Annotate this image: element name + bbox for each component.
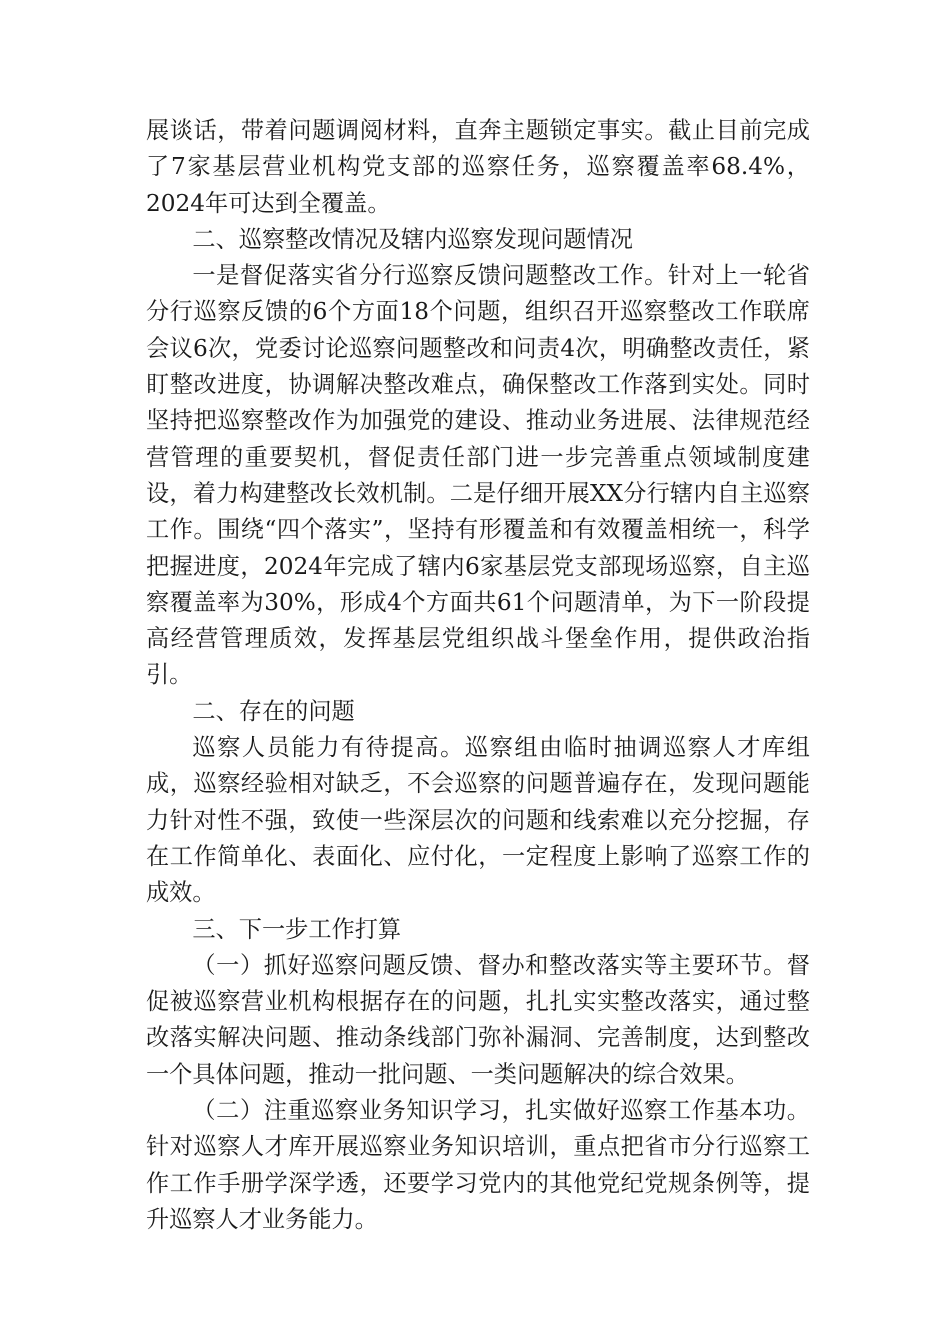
section-heading-rectification: 二、巡察整改情况及辖内巡察发现问题情况 <box>192 225 633 253</box>
section-heading-problems: 二、存在的问题 <box>192 697 355 725</box>
paragraph-rectification: 一是督促落实省分行巡察反馈问题整改工作。针对上一轮省分行巡察反馈的6个方面18个问题，组织召开巡察整改工作联席会议6次，党委讨论巡察问题整改和问责4次，明确整改责任，紧盯整改进度，协调解决整改难点，确保整改工作落到实处。同时坚持把巡察整改作为加强党的建设、推动业务进展、法律规范经营管理的重要契机，督促责任部门进一步完善重点领域制度建设，着力构建整改长效机制。二是仔细开展XX分行辖内自主巡察工作。围绕“四个落实”，坚持有形覆盖和有效覆盖相统一，科学把握进度，2024年完成了辖内6家基层党支部现场巡察，自主巡察覆盖率为30%，形成4个方面共61个问题清单，为下一阶段提高经营管理质效，发挥基层党组织战斗堡垒作用，提供政治指引。 <box>146 262 810 689</box>
document-page <box>146 113 810 1238</box>
paragraph-problems: 巡察人员能力有待提高。巡察组由临时抽调巡察人才库组成，巡察经验相对缺乏，不会巡察的问题普遍存在，发现问题能力针对性不强，致使一些深层次的问题和线索难以充分挖掘，存在工作简单化、表面化、应付化，一定程度上影响了巡察工作的成效。 <box>146 734 810 907</box>
paragraph-continuation: 展谈话，带着问题调阅材料，直奔主题锁定事实。截止目前完成了7家基层营业机构党支部的巡察任务，巡察覆盖率68.4%，2024年可达到全覆盖。 <box>146 117 810 217</box>
paragraph-next-step-1: （一）抓好巡察问题反馈、督办和整改落实等主要环节。督促被巡察营业机构根据存在的问题，扎扎实实整改落实，通过整改落实解决问题、推动条线部门弥补漏洞、完善制度，达到整改一个具体问题，推动一批问题、一类问题解决的综合效果。 <box>146 951 810 1088</box>
section-heading-next-steps: 三、下一步工作打算 <box>192 915 402 943</box>
paragraph-next-step-2: （二）注重巡察业务知识学习，扎实做好巡察工作基本功。针对巡察人才库开展巡察业务知识培训，重点把省市分行巡察工作工作手册学深学透，还要学习党内的其他党纪党规条例等，提升巡察人才业务能力。 <box>146 1097 810 1233</box>
